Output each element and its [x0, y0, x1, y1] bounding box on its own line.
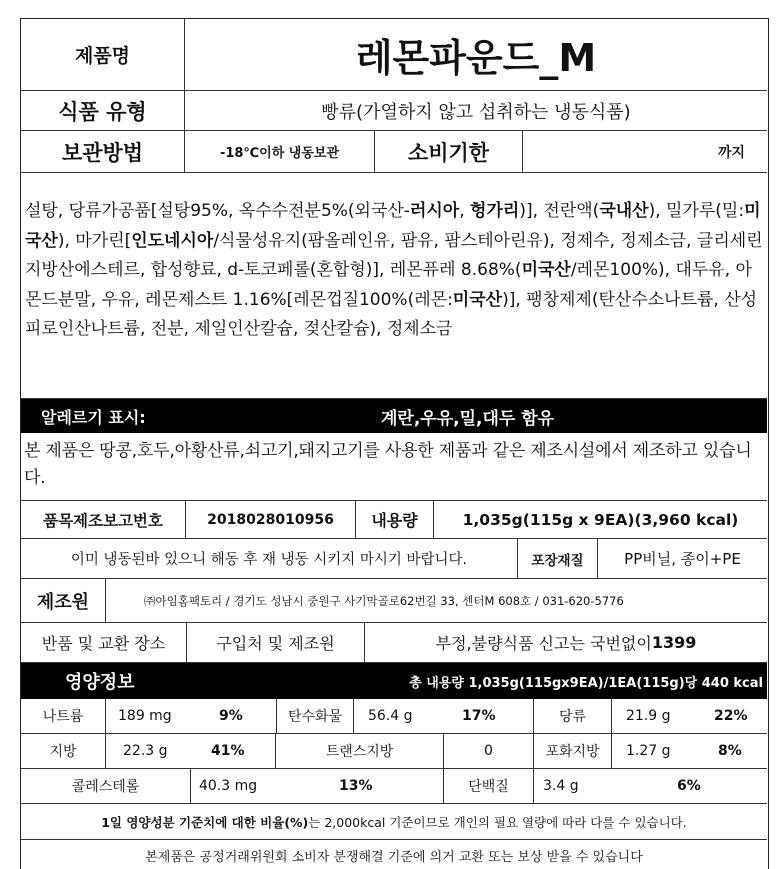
storage-label: 보관방법	[21, 131, 185, 172]
ingredients-row	[21, 173, 767, 399]
food-type-value: 빵류(가열하지 않고 섭취하는 냉동식품)	[321, 101, 631, 123]
manufacturer-value: ㈜아임홈팩토리 / 경기도 성남시 중원구 사기막골로62번길 33, 센터M 608호 / 031-620-5776	[144, 593, 624, 608]
packaging-label: 포장재질	[518, 539, 598, 578]
nutrition-row-3	[21, 769, 767, 804]
volume-value: 1,035g(115g x 9EA)(3,960 kcal)	[462, 510, 739, 529]
nutrient-sugar-name: 당류	[534, 699, 612, 733]
expiry-label: 소비기한	[375, 131, 523, 172]
product-name-row	[21, 19, 767, 91]
nutrient-sodium-amount: 189 mg	[118, 708, 172, 724]
ingredient-origin-bold: 헝가리	[470, 201, 520, 221]
nutrition-footnote-bold: 1일 영양성분 기준치에 대한 비율(%)	[101, 814, 309, 830]
report-row	[21, 501, 767, 539]
nutrient-sugar-cell	[612, 699, 767, 733]
nutrient-sodium-pct: 9%	[219, 708, 243, 724]
nutrient-sugar-amount: 21.9 g	[626, 708, 671, 724]
nutrient-satfat-amount: 1.27 g	[626, 743, 671, 759]
manufacturer-row	[21, 579, 767, 623]
ingredient-origin-bold: 국내산	[599, 201, 649, 221]
nutrient-carb-pct: 17%	[462, 708, 496, 724]
expiry-value: 까지	[717, 144, 745, 161]
ingredient-text-segment: ,	[459, 201, 471, 221]
nutrition-title: 영양정보	[65, 672, 135, 693]
thaw-row	[21, 539, 767, 579]
nutrient-satfat-cell	[612, 734, 767, 768]
thaw-notice: 이미 냉동된바 있으니 해동 후 재 냉동 시키지 마시기 바랍니다.	[21, 539, 518, 578]
volume-label: 내용량	[356, 501, 434, 538]
nutrient-carb-cell	[354, 699, 534, 733]
nutrient-protein-cell	[534, 769, 767, 803]
nutrient-cholesterol-pct: 13%	[339, 778, 373, 794]
exchange-label: 반품 및 교환 장소	[21, 623, 187, 662]
nutrient-protein-pct: 6%	[677, 778, 701, 794]
report-value: 2018028010956	[186, 501, 356, 538]
product-name-label: 제품명	[21, 19, 185, 90]
ingredients-text	[25, 197, 763, 345]
ingredient-origin-bold: 미국산	[521, 260, 571, 280]
nutrient-cholesterol-name: 콜레스테롤	[21, 769, 191, 803]
nutrient-protein-name: 단백질	[444, 769, 534, 803]
nutrient-sugar-pct: 22%	[714, 708, 748, 724]
storage-value: -18℃이하 냉동보관	[185, 131, 375, 172]
nutrient-transfat-amount: 0	[444, 734, 534, 768]
report-hotline-number: 1399	[651, 633, 697, 652]
allergy-notice: 본 제품은 땅콩,호두,아황산류,쇠고기,돼지고기를 사용한 제품과 같은 제조시설에서 제조하고 있습니다.	[24, 441, 752, 488]
nutrition-row-1	[21, 699, 767, 734]
storage-row	[21, 131, 767, 173]
food-type-label: 식품 유형	[21, 91, 185, 130]
product-name-value: 레몬파운드_M	[355, 36, 597, 80]
nutrition-footnote-row	[21, 804, 767, 840]
nutrient-sodium-name: 나트륨	[21, 699, 106, 733]
nutrient-satfat-name: 포화지방	[534, 734, 612, 768]
nutrient-sodium-cell	[106, 699, 276, 733]
ingredient-origin-bold: 러시아	[409, 201, 460, 221]
nutrient-protein-amount: 3.4 g	[543, 778, 579, 794]
nutrition-footnote-rest: 는 2,000kcal 기준이므로 개인의 필요 열량에 따라 다를 수 있습니다.	[308, 814, 687, 830]
nutrition-row-2	[21, 734, 767, 769]
report-hotline	[365, 623, 767, 662]
exchange-row	[21, 623, 767, 663]
ingredient-origin-bold: 인도네시아	[131, 230, 214, 251]
nutrient-satfat-pct: 8%	[718, 743, 742, 759]
nutrient-carb-amount: 56.4 g	[368, 708, 413, 724]
ingredient-text-segment: ), 마가린[	[57, 230, 132, 251]
allergy-notice-row	[21, 433, 767, 501]
nutrition-header	[21, 663, 767, 699]
packaging-value: PP비닐, 종이+PE	[624, 550, 741, 568]
ingredient-text-segment: )], 팽창제제(탄산수소나트륨, 산성피로인산나트륨, 전분, 제일인산칼슘, 젖산칼슘), 정제소금	[25, 289, 758, 339]
nutrition-total: 총 내용량 1,035g(115gx9EA)/1EA(115g)당 440 kcal	[409, 675, 763, 691]
allergy-value: 계란,우유,밀,대두 함유	[381, 408, 555, 429]
nutrient-fat-cell	[106, 734, 276, 768]
consumer-notice-row	[21, 840, 767, 869]
consumer-notice: 본제품은 공정거래위원회 소비자 분쟁해결 기준에 의거 교환 또는 보상 받을 수 있습니다	[145, 849, 643, 865]
ingredient-text-segment: /식물성유지(팜올레인유, 팜유, 팜스테아린유), 정제수, 정제소금, 글리세린지방산에스테르, 합성향료, d-토코페롤(혼합형)], 레몬퓨레 8.68%(	[25, 230, 763, 280]
nutrient-fat-amount: 22.3 g	[123, 743, 168, 759]
nutrient-transfat-name: 트랜스지방	[276, 734, 444, 768]
manufacturer-label: 제조원	[21, 579, 106, 622]
nutrient-fat-name: 지방	[21, 734, 106, 768]
ingredient-text-segment: ), 밀가루(밀:	[648, 201, 745, 221]
nutrition-footnote	[21, 804, 767, 839]
exchange-value: 구입처 및 제조원	[187, 623, 365, 662]
report-hotline-text: 부정,불량식품 신고는 국번없이	[435, 634, 652, 653]
product-label	[20, 18, 769, 869]
allergy-label: 알레르기 표시:	[41, 407, 146, 427]
allergy-header	[21, 399, 767, 433]
ingredient-origin-bold: 미국산	[452, 289, 503, 310]
ingredient-text-segment: /레몬100%), 대두유, 아몬드분말, 우유, 레몬제스트 1.16%[레몬껍질100%(레몬:	[25, 260, 752, 310]
ingredient-origin-bold: 미국산	[25, 201, 761, 251]
food-type-row	[21, 91, 767, 131]
nutrient-carb-name: 탄수화물	[276, 699, 354, 733]
report-label: 품목제조보고번호	[21, 501, 186, 538]
ingredient-text-segment: 설탕, 당류가공품[설탕95%, 옥수수전분5%(외국산-	[25, 201, 410, 221]
nutrient-fat-pct: 41%	[211, 743, 245, 759]
nutrient-cholesterol-amount: 40.3 mg	[199, 778, 258, 794]
nutrient-cholesterol-cell	[191, 769, 444, 803]
ingredient-text-segment: )], 전란액(	[519, 201, 600, 221]
